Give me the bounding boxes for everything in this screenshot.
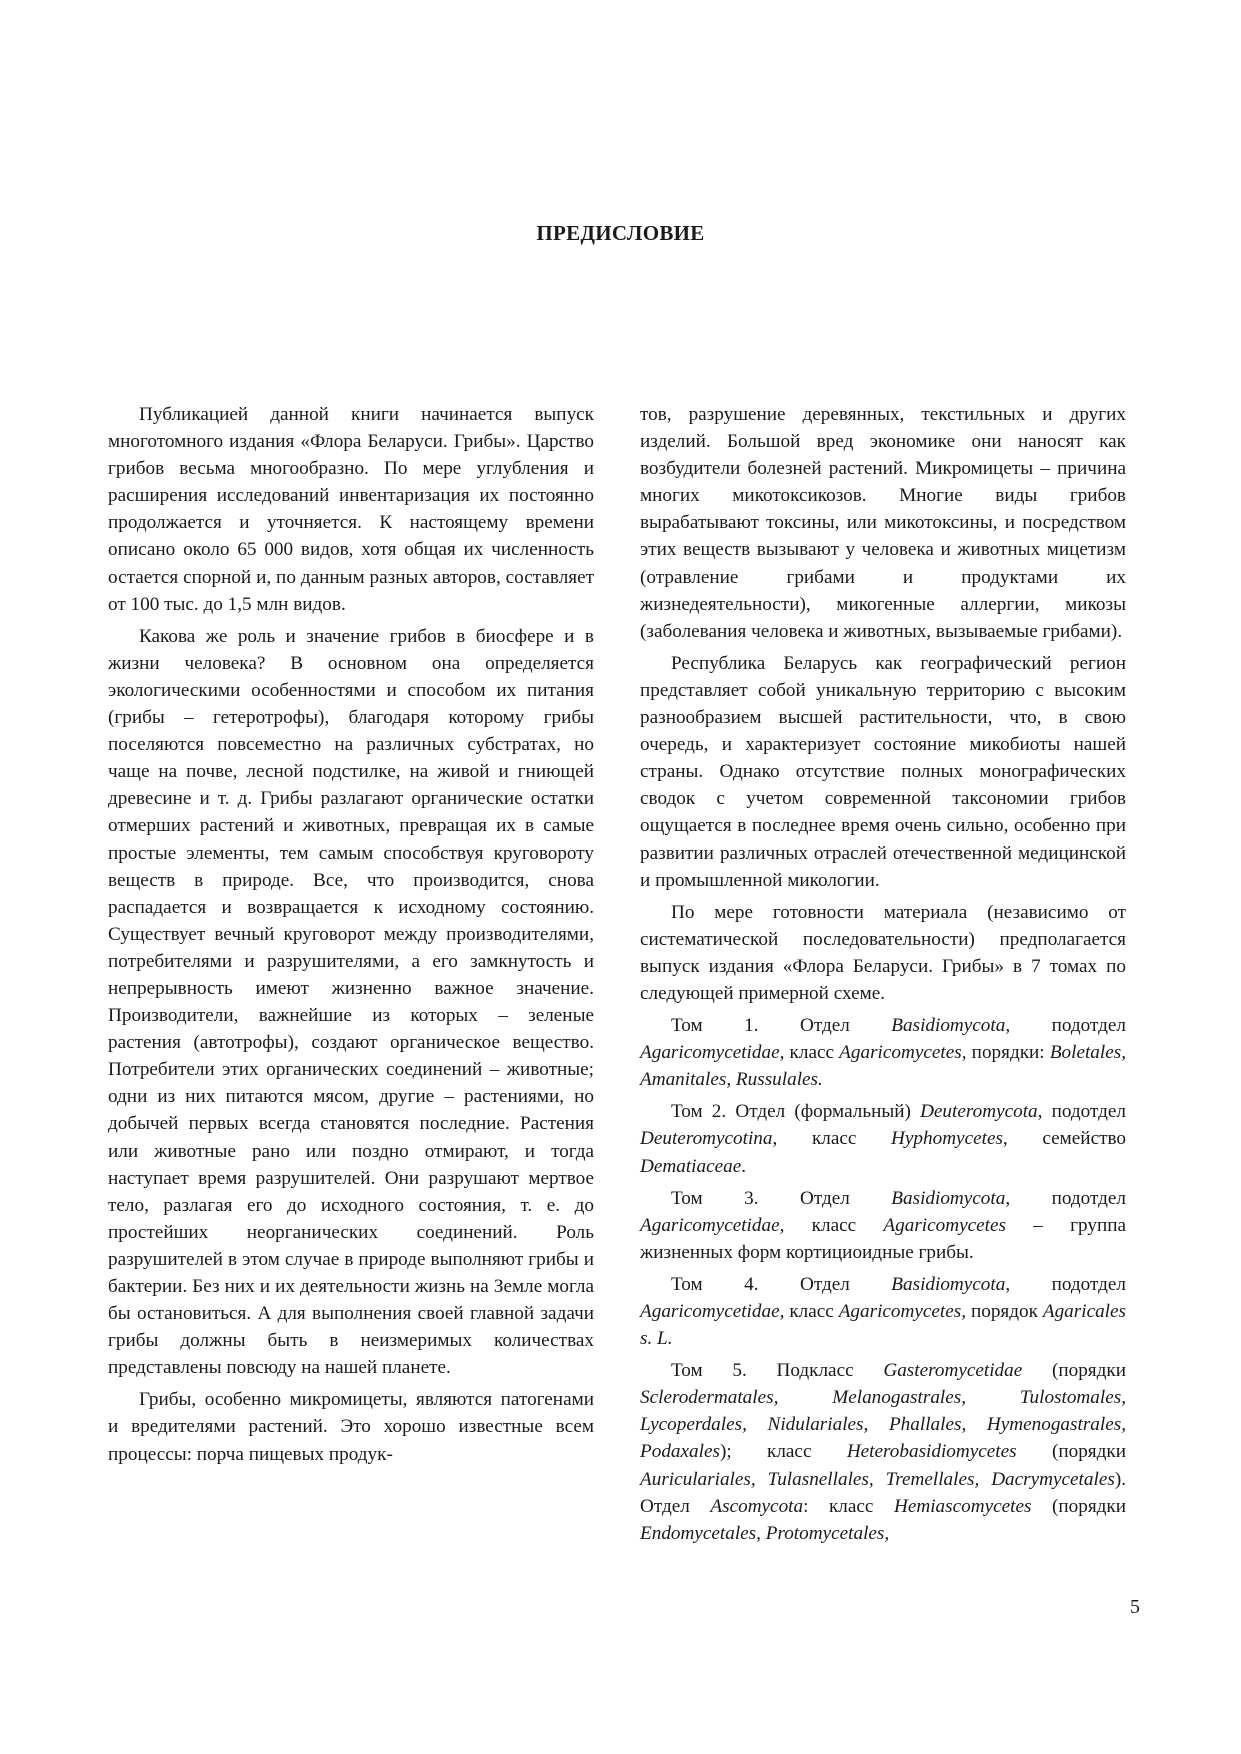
- volume-5-entry: Том 5. Подкласс Gasteromycetidae (порядки Sclerodermatales, Melanogastrales, Tulostomales, Lycoperdales, Nidulariales, Phallales, Hymenogastrales, Podaxales); класс Heterobasidiomycetes (порядки Auriculariales, Tulasnellales, Tremellales, Dacrymycetales). Отдел Ascomycota: класс Hemiascomycetes (порядки Endomycetales, Protomycetales,: [640, 1360, 1127, 1544]
- page-title: ПРЕДИСЛОВИЕ: [536, 221, 705, 245]
- paragraph: Публикацией данной книги начинается выпуск многотомного издания «Флора Беларуси. Грибы». Царство грибов весьма многообразно. По мере углубления и расширения исследований инвентаризация их постоянно продолжается и уточняется. К настоящему времени описано около 65 000 видов, хотя общая их численность остается спорной и, по данным разных авторов, составляет от 100 тыс. до 1,5 млн видов.: [108, 404, 594, 615]
- page-number: 5: [1130, 1596, 1140, 1618]
- paragraph: Грибы, особенно микромицеты, являются патогенами и вредителями растений. Это хорошо известные всем процессы: порча пищевых продук-: [108, 1389, 594, 1465]
- volume-2-entry: Том 2. Отдел (формальный) Deuteromycota, подотдел Deuteromycotina, класс Hyphomycetes, семейство Dematiaceae.: [640, 1101, 1126, 1177]
- paragraph-continued: тов, разрушение деревянных, текстильных и других изделий. Большой вред экономике они наносят как возбудители болезней растений. Микромицеты – причина многих микотоксикозов. Многие виды грибов вырабатывают токсины, или микотоксины, и посредством этих веществ вызывают у человека и животных мицетизм (отравление грибами и продуктами их жизнедеятельности), микогенные аллергии, микозы (заболевания человека и животных, вызываемые грибами).: [640, 404, 1126, 642]
- paragraph: Республика Беларусь как географический регион представляет собой уникальную территорию с высоким разнообразием высшей растительности, что, в свою очередь, и характеризует состояние микобиоты нашей страны. Однако отсутствие полных монографических сводок с учетом современной таксономии грибов ощущается в последнее время очень сильно, особенно при развитии различных отраслей отечественной медицинской и промышленной микологии.: [640, 652, 1126, 891]
- volume-3-entry: Том 3. Отдел Basidiomycota, подотдел Agaricomycetidae, класс Agaricomycetes – группа жизненных форм кортициоидные грибы.: [640, 1187, 1126, 1263]
- volume-4-entry: Том 4. Отдел Basidiomycota, подотдел Agaricomycetidae, класс Agaricomycetes, порядок Agaricales s. L.: [640, 1273, 1126, 1350]
- paragraph: По мере готовности материала (независимо от систематической последовательности) предполагается выпуск издания «Флора Беларуси. Грибы» в 7 томах по следующей примерной схеме.: [640, 901, 1126, 1004]
- paragraph: Какова же роль и значение грибов в биосфере и в жизни человека? В основном она определяется экологическими особенностями и способом их питания (грибы – гетеротрофы), благодаря которому грибы поселяются повсеместно на различных субстратах, но чаще на почве, лесной подстилке, на живой и гниющей древесине и т. д. Грибы разлагают органические остатки отмерших растений и животных, превращая их в самые простые элементы, тем самым способствуя круговороту веществ в природе. Все, что производится, снова распадается и возвращается к исходному состоянию. Существует вечный круговорот между производителями, потребителями и разрушителями, а его замкнутость и непрерывность имеют жизненно важное значение. Производители, важнейшие из которых – зеленые растения (автотрофы), создают органическое вещество. Потребители этих органических соединений – животные; одни из них питаются мясом, другие – растениями, но добычей первых всегда становятся последние. Растения или животные рано или поздно отмирают, и тогда наступает время разрушителей. Они разрушают мертвое тело, разлагая его до исходного состояния, т. е. до простейших неорганических соединений. Роль разрушителей в этом случае в природе выполняют грибы и бактерии. Без них и их деятельности жизнь на Земле могла бы остановиться. А для выполнения своей главной задачи грибы должны быть в неизмеримых количествах представлены повсюду на нашей планете.: [108, 625, 594, 1379]
- left-column: [108, 401, 594, 1473]
- volume-1-entry: Том 1. Отдел Basidiomycota, подотдел Agaricomycetidae, класс Agaricomycetes, порядки: Boletales, Amanitales, Russulales.: [640, 1015, 1127, 1091]
- right-column: [640, 401, 1126, 1552]
